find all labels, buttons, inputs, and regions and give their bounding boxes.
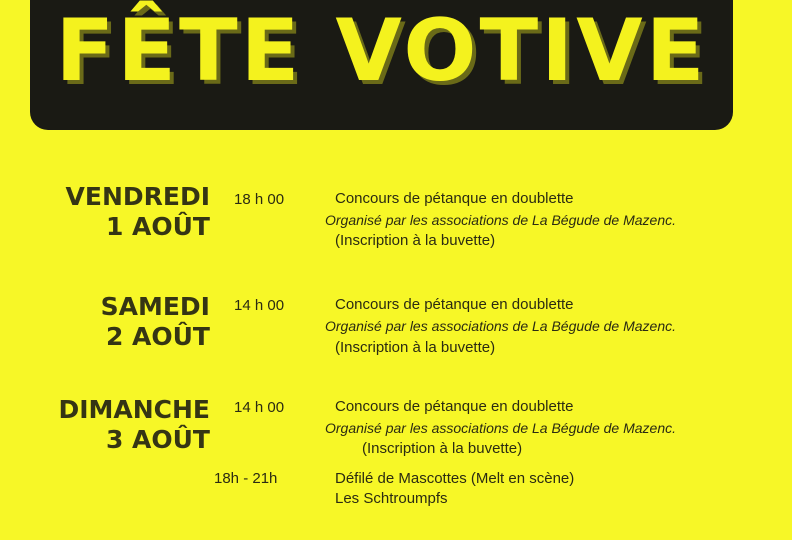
day-name: VENDREDI bbox=[65, 182, 210, 211]
event-time: 18 h 00 bbox=[234, 191, 285, 208]
event-title: Concours de pétanque en doublette bbox=[335, 398, 574, 415]
event-note: (Inscription à la buvette) bbox=[362, 440, 523, 457]
event-organizer: Organisé par les associations de La Bégude de Mazenc. bbox=[325, 420, 676, 436]
day-block-saturday bbox=[0, 292, 210, 352]
event-time: 14 h 00 bbox=[234, 399, 285, 416]
day-block-sunday bbox=[0, 395, 210, 455]
day-date: 3 AOÛT bbox=[105, 425, 210, 454]
page-edge bbox=[792, 0, 800, 540]
event-time: 14 h 00 bbox=[234, 297, 285, 314]
event-title: Défilé de Mascottes (Melt en scène) bbox=[335, 470, 575, 487]
event-organizer: Organisé par les associations de La Bégude de Mazenc. bbox=[325, 212, 676, 228]
title-banner bbox=[30, 0, 733, 130]
event-title: Concours de pétanque en doublette bbox=[335, 190, 574, 207]
event-title: Concours de pétanque en doublette bbox=[335, 296, 574, 313]
poster-title: FÊTE VOTIVE bbox=[55, 1, 708, 101]
event-note: (Inscription à la buvette) bbox=[335, 339, 496, 356]
day-name: DIMANCHE bbox=[58, 395, 210, 424]
day-date: 1 AOÛT bbox=[105, 212, 210, 241]
event-note: (Inscription à la buvette) bbox=[335, 232, 496, 249]
day-block-friday bbox=[0, 182, 210, 242]
day-date: 2 AOÛT bbox=[105, 322, 210, 351]
day-name: SAMEDI bbox=[100, 292, 210, 321]
event-organizer: Organisé par les associations de La Bégude de Mazenc. bbox=[325, 318, 676, 334]
event-time: 18h - 21h bbox=[214, 470, 278, 487]
event-subtitle: Les Schtroumpfs bbox=[335, 490, 448, 507]
